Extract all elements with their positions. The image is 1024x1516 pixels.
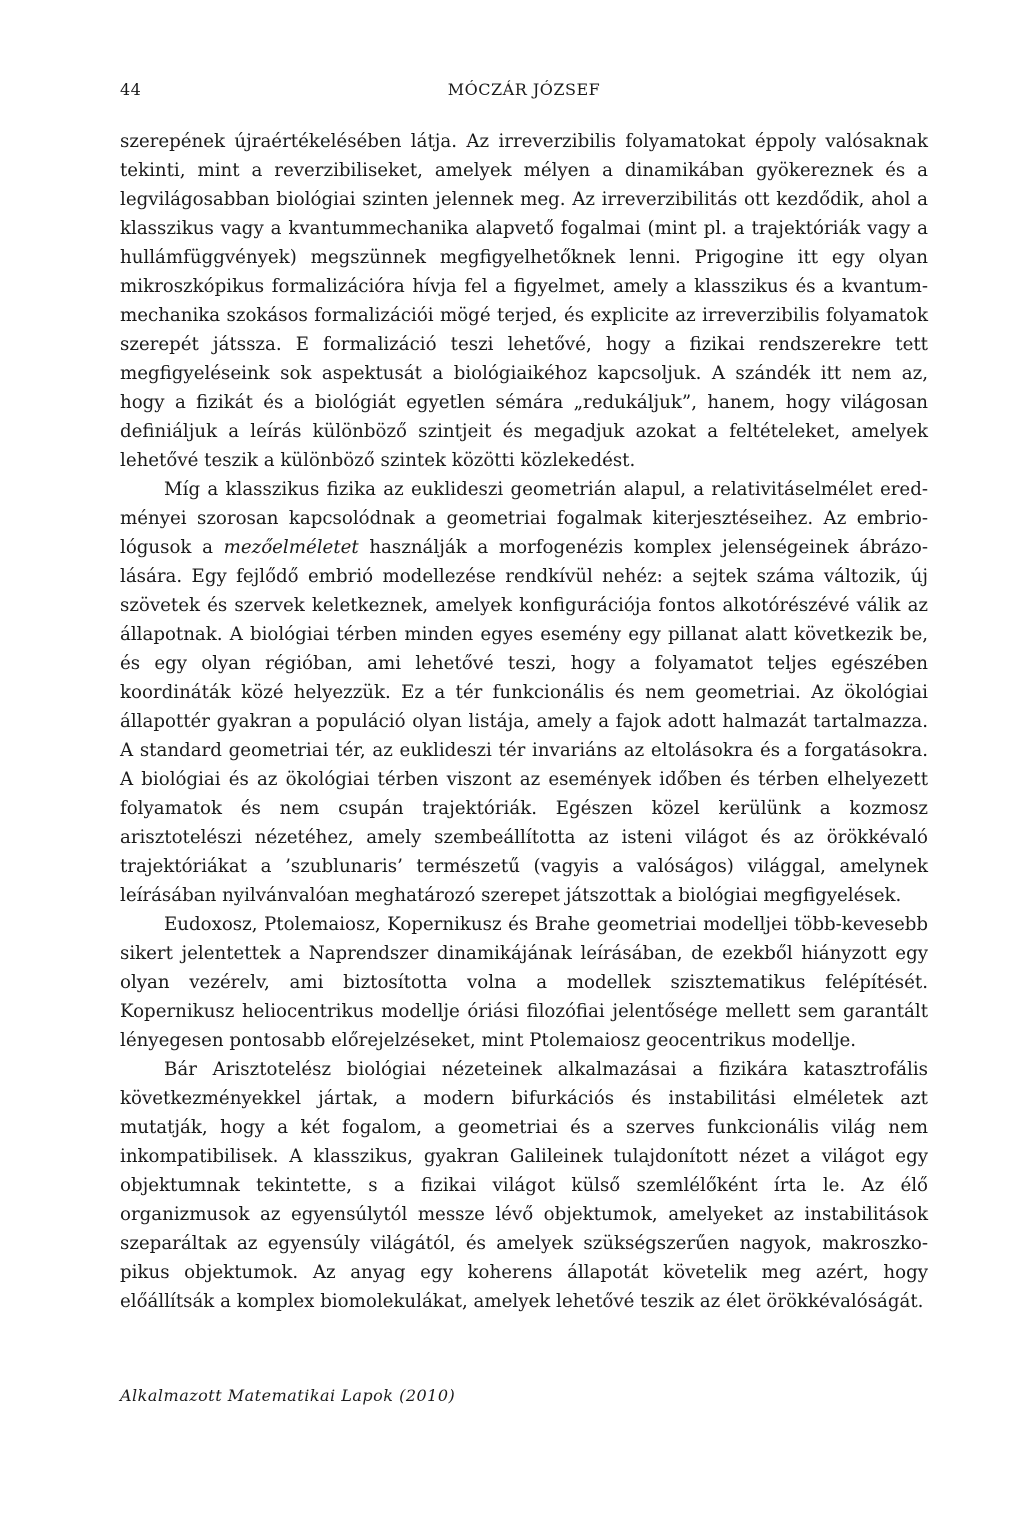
paragraph-2-text-end: használják a morfogenézis komplex jelenségeinek ábrázolására. Egy fejlődő embrió modellezése rendkívül nehéz: a sejtek száma változik, új szövetek és szervek keletkeznek, amelyek konfigurációja fontos alkotórészévé válik az állapotnak. A biológiai térben minden egyes esemény egy pillanat alatt következik be, és egy olyan régióban, ami lehetővé teszi, hogy a folyamatot teljes egészében koordináták közé helyezzük. Ez a tér funkcionális és nem geometriai. Az ökológiai állapottér gyakran a populáció olyan listája, amely a fajok adott halmazát tartalmazza. A standard geometriai tér, az euklideszi tér invariáns az eltolásokra és a forgatásokra. A biológiai és az ökológiai térben viszont az események időben és térben elhelyezett folyamatok és nem csupán trajektóriák. Egészen közel kerülünk a kozmosz arisztotelészi nézetéhez, amely szembeállította az isteni világot és az örökkévaló trajektóriákat a ’szublunaris’ természetű (vagyis a valóságos) világgal, amelynek leírásában nyilvánvalóan meghatározó szerepet játszottak a biológiai megfigyelések. (120, 537, 928, 906)
body-text (120, 127, 928, 1316)
paragraph-3-text: Eudoxosz, Ptolemaiosz, Kopernikusz és Brahe geometriai modelljei több-kevesebb sikert jelentettek a Naprendszer dinamikájának leírásában, de ezekből hiányzott egy olyan vezérelv, ami biztosította volna a modellek szisztematikus felépítését. Kopernikusz heliocentrikus modellje óriási filozófiai jelentősége mellett sem garantált lényegesen pontosabb előrejelzéseket, mint Ptolemaiosz geocentrikus modellje. (120, 914, 928, 1051)
paragraph-1-text: szerepének újraértékelésében látja. Az irreverzibilis folyamatokat éppoly valósaknak tekinti, mint a reverzibiliseket, amelyek mélyen a dinamikában gyökereznek és a legvilágosabban biológiai szinten jelennek meg. Az irreverzibilitás ott kezdődik, ahol a klasszikus vagy a kvantummechanika alapvető fogalmai (mint pl. a trajektóriák vagy a hullámfüggvények) megszünnek megfigyelhetőknek lenni. Prigogine itt egy olyan mikroszkópikus formalizációra hívja fel a figyelmet, amely a klasszikus és a kvantum-mechanika szokásos formalizációi mögé terjed, és explicite az irreverzibilis folyamatok szerepét játssza. E formalizáció teszi lehetővé, hogy a fizikai rendszerekre tett megfigyeléseink sok aspektusát a biológiaikéhoz kapcsoljuk. A szándék itt nem az, hogy a fizikát és a biológiát egyetlen sémára „redukáljuk”, hanem, hogy világosan definiáljuk a leírás különböző szintjeit és megadjuk azokat a feltételeket, amelyek lehetővé teszik a különböző szintek közötti közlekedést. (120, 131, 928, 471)
paragraph-4-text: Bár Arisztotelész biológiai nézeteinek alkalmazásai a fizikára katasztrofális következményekkel jártak, a modern bifurkációs és instabilitási elméletek azt mutatják, hogy a két fogalom, a geometriai és a szerves funkcionális világ nem inkompatibilisek. A klasszikus, gyakran Galileinek tulajdonított nézet a világot egy objektumnak tekintette, s a fizikai világot külső szemlélőként írta le. Az élő organizmusok az egyensúlytól messze lévő objektumok, amelyeket az instabilitások szeparáltak az egyensúly világától, és amelyek szükségszerűen nagyok, makroszkopikus objektumok. Az anyag egy koherens állapotát követelik meg azért, hogy előállítsák a komplex biomolekulákat, amelyek lehetővé teszik az élet örökkévalóságát. (120, 1059, 928, 1312)
paragraph-2-text-start: Míg a klasszikus fizika az euklideszi geometrián alapul, a relativitáselmélet eredményei szorosan kapcsolódnak a geometriai fogalmak kiterjesztéseihez. Az embriológusok a (120, 479, 928, 558)
paragraph-4 (120, 1055, 928, 1316)
paragraph-2 (120, 475, 928, 910)
paragraph-3 (120, 910, 928, 1055)
italic-term: mezőelméletet (223, 537, 359, 558)
running-head-author: MÓCZÁR JÓZSEF (447, 80, 601, 99)
running-head (120, 80, 928, 104)
page-number: 44 (120, 80, 142, 99)
journal-footer: Alkalmazott Matematikai Lapok (2010) (120, 1386, 456, 1405)
paragraph-1 (120, 127, 928, 475)
